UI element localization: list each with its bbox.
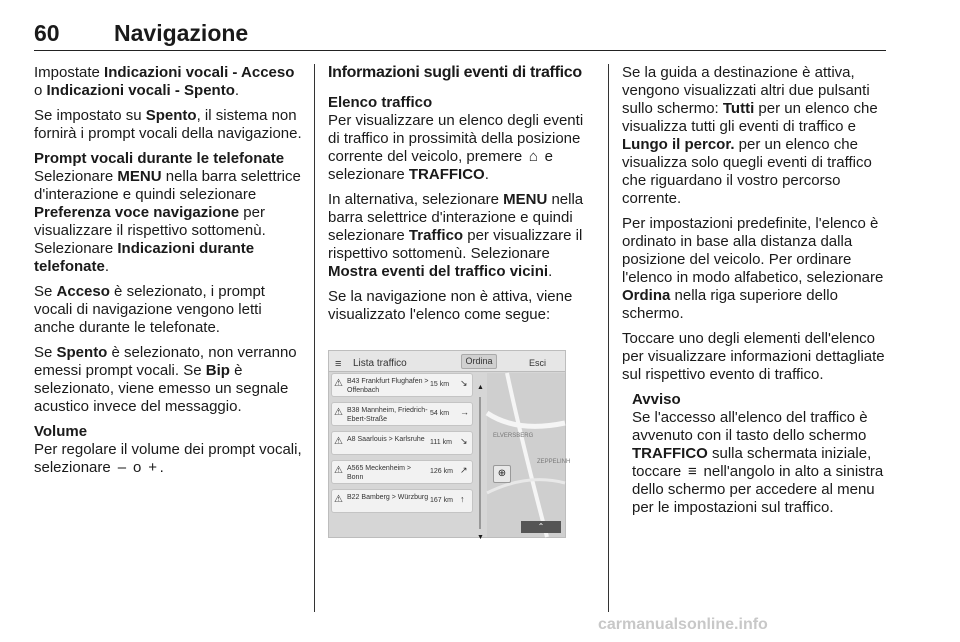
- list-scrollbar[interactable]: [477, 379, 484, 541]
- note-title: Avviso: [632, 391, 681, 408]
- scroll-down-icon[interactable]: ▼: [477, 534, 484, 541]
- scroll-track: [479, 397, 481, 529]
- paragraph: Se la guida a destinazione è attiva, vengono visualizzati altri due pulsanti sullo schermo: Tutti per un elenco che visualizza tutti gli eventi di traffico e Lungo il percor. per un elenco che visualizza solo quegli eventi di traffico che riguardano il vostro percorso corrente.: [622, 64, 878, 207]
- paragraph: Impostate Indicazioni vocali - Acceso o Indicazioni vocali - Spento.: [34, 64, 295, 99]
- paragraph: Se Spento è selezionato, non verranno emessi prompt vocali. Se Bip è selezionato, viene emesso un segnale acustico invece del messaggio.: [34, 344, 297, 415]
- list-item[interactable]: ⚠ A8 Saarlouis > Karlsruhe 111 km ↘: [331, 431, 473, 455]
- page-number: 60: [34, 20, 60, 46]
- watermark: carmanualsonline.info: [598, 616, 768, 633]
- paragraph: In alternativa, selezionare MENU nella barra selettrice d'interazione e quindi selezionare Traffico per visualizzare il rispettivo sottomenù. Selezionare Mostra eventi del traffico vicini.: [328, 191, 584, 280]
- column-divider: [314, 64, 315, 612]
- column-right: [622, 64, 890, 524]
- list-item[interactable]: ⚠ B38 Mannheim, Friedrich-Ebert-Straße 54 km →: [331, 402, 473, 426]
- note-text: Se l'accesso all'elenco del traffico è avvenuto con il tasto dello schermo TRAFFICO sulla schermata iniziale, toccare ≡ nell'angolo in alto a sinistra dello schermo per accedere al menu per le impostazioni sul traffico.: [632, 409, 884, 516]
- warning-icon: ⚠: [334, 465, 343, 476]
- paragraph: Per regolare il volume dei prompt vocali, selezionare – o + .: [34, 441, 302, 476]
- paragraph: Se la navigazione non è attiva, viene visualizzato l'elenco come segue:: [328, 288, 573, 323]
- paragraph: Se Acceso è selezionato, i prompt vocali di navigazione vengono letti anche durante le telefonate.: [34, 283, 265, 336]
- sort-button[interactable]: Ordina: [461, 354, 497, 369]
- list-item[interactable]: ⚠ A565 Meckenheim > Bonn 126 km ↗: [331, 460, 473, 484]
- direction-icon: ↘: [460, 436, 468, 446]
- map-label: ELVERSBERG: [493, 433, 534, 439]
- subheading: Elenco traffico: [328, 94, 433, 111]
- paragraph: Per impostazioni predefinite, l'elenco è ordinato in base alla distanza dalla posizione del veicolo. Per ordinare l'elenco in modo alfabetico, selezionare Ordina nella riga superiore dello schermo.: [622, 215, 884, 322]
- chapter-title: Navigazione: [114, 20, 249, 46]
- direction-icon: →: [460, 407, 469, 417]
- column-left: [34, 64, 302, 484]
- exit-button[interactable]: Esci: [529, 358, 547, 368]
- paragraph: Se impostato su Spento, il sistema non fornirà i prompt vocali della navigazione.: [34, 107, 302, 142]
- locate-icon[interactable]: ⊕: [493, 465, 511, 483]
- map-view[interactable]: [487, 373, 571, 537]
- note-box: [632, 391, 890, 517]
- menu-icon: ≡: [687, 463, 697, 480]
- paragraph: Toccare uno degli elementi dell'elenco per visualizzare informazioni dettagliate sul rispettivo evento di traffico.: [622, 330, 885, 383]
- page-header: [34, 20, 886, 51]
- section-title: Informazioni sugli eventi di traffico: [328, 64, 582, 81]
- traffic-list-screenshot: [328, 350, 571, 541]
- screen-topbar: [329, 351, 565, 372]
- direction-icon: ↘: [460, 378, 468, 388]
- plus-icon: +: [148, 459, 157, 476]
- screen-title: Lista traffico: [353, 358, 407, 369]
- list-item[interactable]: ⚠ B43 Frankfurt Flughafen > Offenbach 15 km ↘: [331, 373, 473, 397]
- scroll-up-icon[interactable]: ▲: [477, 384, 484, 391]
- minus-icon: –: [117, 459, 127, 476]
- warning-icon: ⚠: [334, 494, 343, 505]
- subheading: Volume: [34, 423, 88, 440]
- direction-icon: ↑: [460, 494, 465, 504]
- subheading: Prompt vocali durante le telefonate: [34, 150, 285, 167]
- list-item[interactable]: ⚠ B22 Bamberg > Würzburg 167 km ↑: [331, 489, 473, 513]
- map-label: ZEPPELINH: [537, 459, 571, 465]
- column-divider: [608, 64, 609, 612]
- menu-icon[interactable]: ≡: [335, 358, 342, 370]
- warning-icon: ⚠: [334, 407, 343, 418]
- chevron-up-icon[interactable]: ⌃: [521, 521, 561, 533]
- paragraph: Selezionare MENU nella barra selettrice d'interazione e quindi selezionare Preferenza voce navigazione per visualizzare il rispettivo sottomenù. Selezionare Indicazioni durante telefonate.: [34, 168, 301, 275]
- direction-icon: ↗: [460, 465, 468, 475]
- home-icon: ⌂: [528, 148, 538, 165]
- traffic-list: [331, 373, 473, 518]
- warning-icon: ⚠: [334, 378, 343, 389]
- column-middle: [328, 64, 596, 541]
- warning-icon: ⚠: [334, 436, 343, 447]
- paragraph: Per visualizzare un elenco degli eventi di traffico in prossimità della posizione corrente del veicolo, premere ⌂ e selezionare TRAFFICO.: [328, 112, 584, 183]
